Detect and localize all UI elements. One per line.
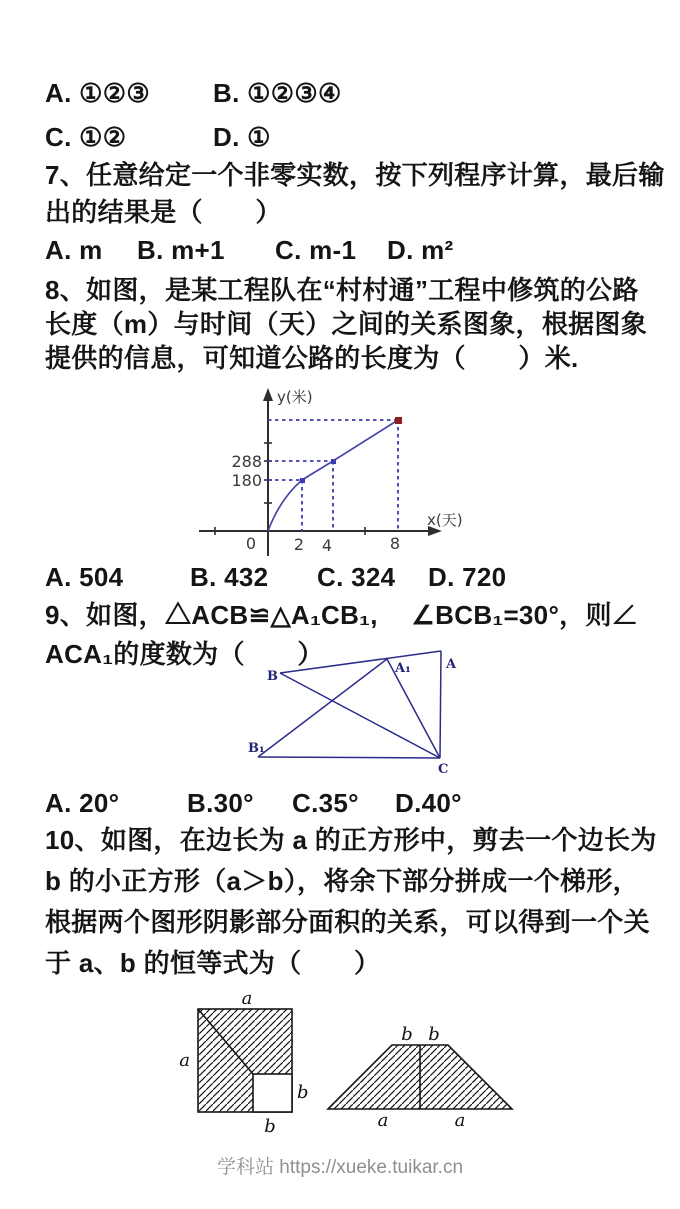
- x-tick-2: 2: [293, 535, 305, 554]
- q7-text-line2: 出的结果是（ ）: [45, 197, 282, 227]
- q8-option-c: C. 324: [317, 562, 396, 592]
- point-day8-endpoint: [395, 417, 402, 424]
- q10-text-line4: 于 a、b 的恒等式为（ ）: [45, 948, 381, 978]
- q10-text-line2: b 的小正方形（a＞b），将余下部分拼成一个梯形，: [45, 866, 639, 896]
- q6-option-b: B. ①②③④: [213, 78, 342, 108]
- q7-option-d: D. m²: [387, 235, 454, 265]
- q10-geometry-figures: [150, 992, 550, 1140]
- q8-line-graph: [185, 386, 485, 561]
- hatched-trapezoid-figure: [328, 1024, 512, 1131]
- q10-text-line3: 根据两个图形阴影部分面积的关系，可以得到一个关: [45, 907, 650, 937]
- footer-watermark: 学科站 https://xueke.tuikar.cn: [216, 1157, 464, 1178]
- q6-option-d: D. ①: [213, 122, 271, 152]
- q10-text-line1: 10、如图，在边长为 a 的正方形中，剪去一个边长为: [45, 825, 657, 855]
- vertex-label-C: C: [438, 762, 449, 777]
- point-day2: [300, 478, 305, 483]
- q9-congruent-triangles-figure: [240, 645, 460, 780]
- vertex-label-A1: A₁: [395, 661, 411, 676]
- q9-option-b: B.30°: [187, 788, 254, 818]
- q7-option-b: B. m+1: [137, 235, 225, 265]
- q7-option-c: C. m-1: [275, 235, 357, 265]
- q9-option-d: D.40°: [395, 788, 462, 818]
- point-day4: [331, 459, 336, 464]
- q9-option-a: A. 20°: [45, 788, 120, 818]
- trapezoid-bottom-a-left: a: [377, 1110, 389, 1131]
- dashed-guides: [268, 420, 398, 531]
- q7-option-a: A. m: [45, 235, 103, 265]
- x-tick-0: 0: [245, 534, 257, 553]
- vertex-label-B1: B₁: [248, 741, 265, 756]
- y-axis-label: y(米): [277, 388, 313, 406]
- x-axis-label: x(天): [427, 511, 463, 529]
- hatched-square-figure: [179, 992, 308, 1137]
- q9-text-line1: 9、如图，△ACB≌△A₁CB₁, ∠BCB₁=30°，则∠: [45, 600, 639, 630]
- q7-text-line1: 7、任意给定一个非零实数，按下列程序计算，最后输: [45, 160, 665, 190]
- q8-option-b: B. 432: [190, 562, 269, 592]
- q6-option-c: C. ①②: [45, 122, 127, 152]
- y-tick-180: 180: [231, 471, 262, 490]
- x-tick-8: 8: [389, 534, 401, 553]
- q9-option-c: C.35°: [292, 788, 359, 818]
- trapezoid-top-b-right: b: [428, 1024, 440, 1045]
- q8-option-a: A. 504: [45, 562, 124, 592]
- y-tick-288: 288: [231, 452, 262, 471]
- q8-text-line3: 提供的信息，可知道公路的长度为（ ）米.: [45, 343, 579, 373]
- small-square-side-b-bottom: b: [264, 1116, 276, 1137]
- x-tick-4: 4: [321, 536, 333, 555]
- vertex-label-B: B: [267, 669, 278, 684]
- square-side-a-top: a: [241, 992, 253, 1009]
- q8-text-line2: 长度（m）与时间（天）之间的关系图象，根据图象: [45, 309, 648, 339]
- square-side-a-left: a: [179, 1050, 190, 1071]
- trapezoid-top-b-left: b: [401, 1024, 413, 1045]
- vertex-label-A: A: [446, 657, 457, 672]
- trapezoid-bottom-a-right: a: [454, 1110, 466, 1131]
- q6-option-a: A. ①②③: [45, 78, 150, 108]
- q8-text-line1: 8、如图，是某工程队在“村村通”工程中修筑的公路: [45, 275, 639, 305]
- q8-option-d: D. 720: [428, 562, 507, 592]
- q9-text-line2: ACA₁的度数为（ ）: [45, 639, 324, 669]
- small-square-side-b-right: b: [297, 1082, 309, 1103]
- triangle-edges: [258, 651, 441, 758]
